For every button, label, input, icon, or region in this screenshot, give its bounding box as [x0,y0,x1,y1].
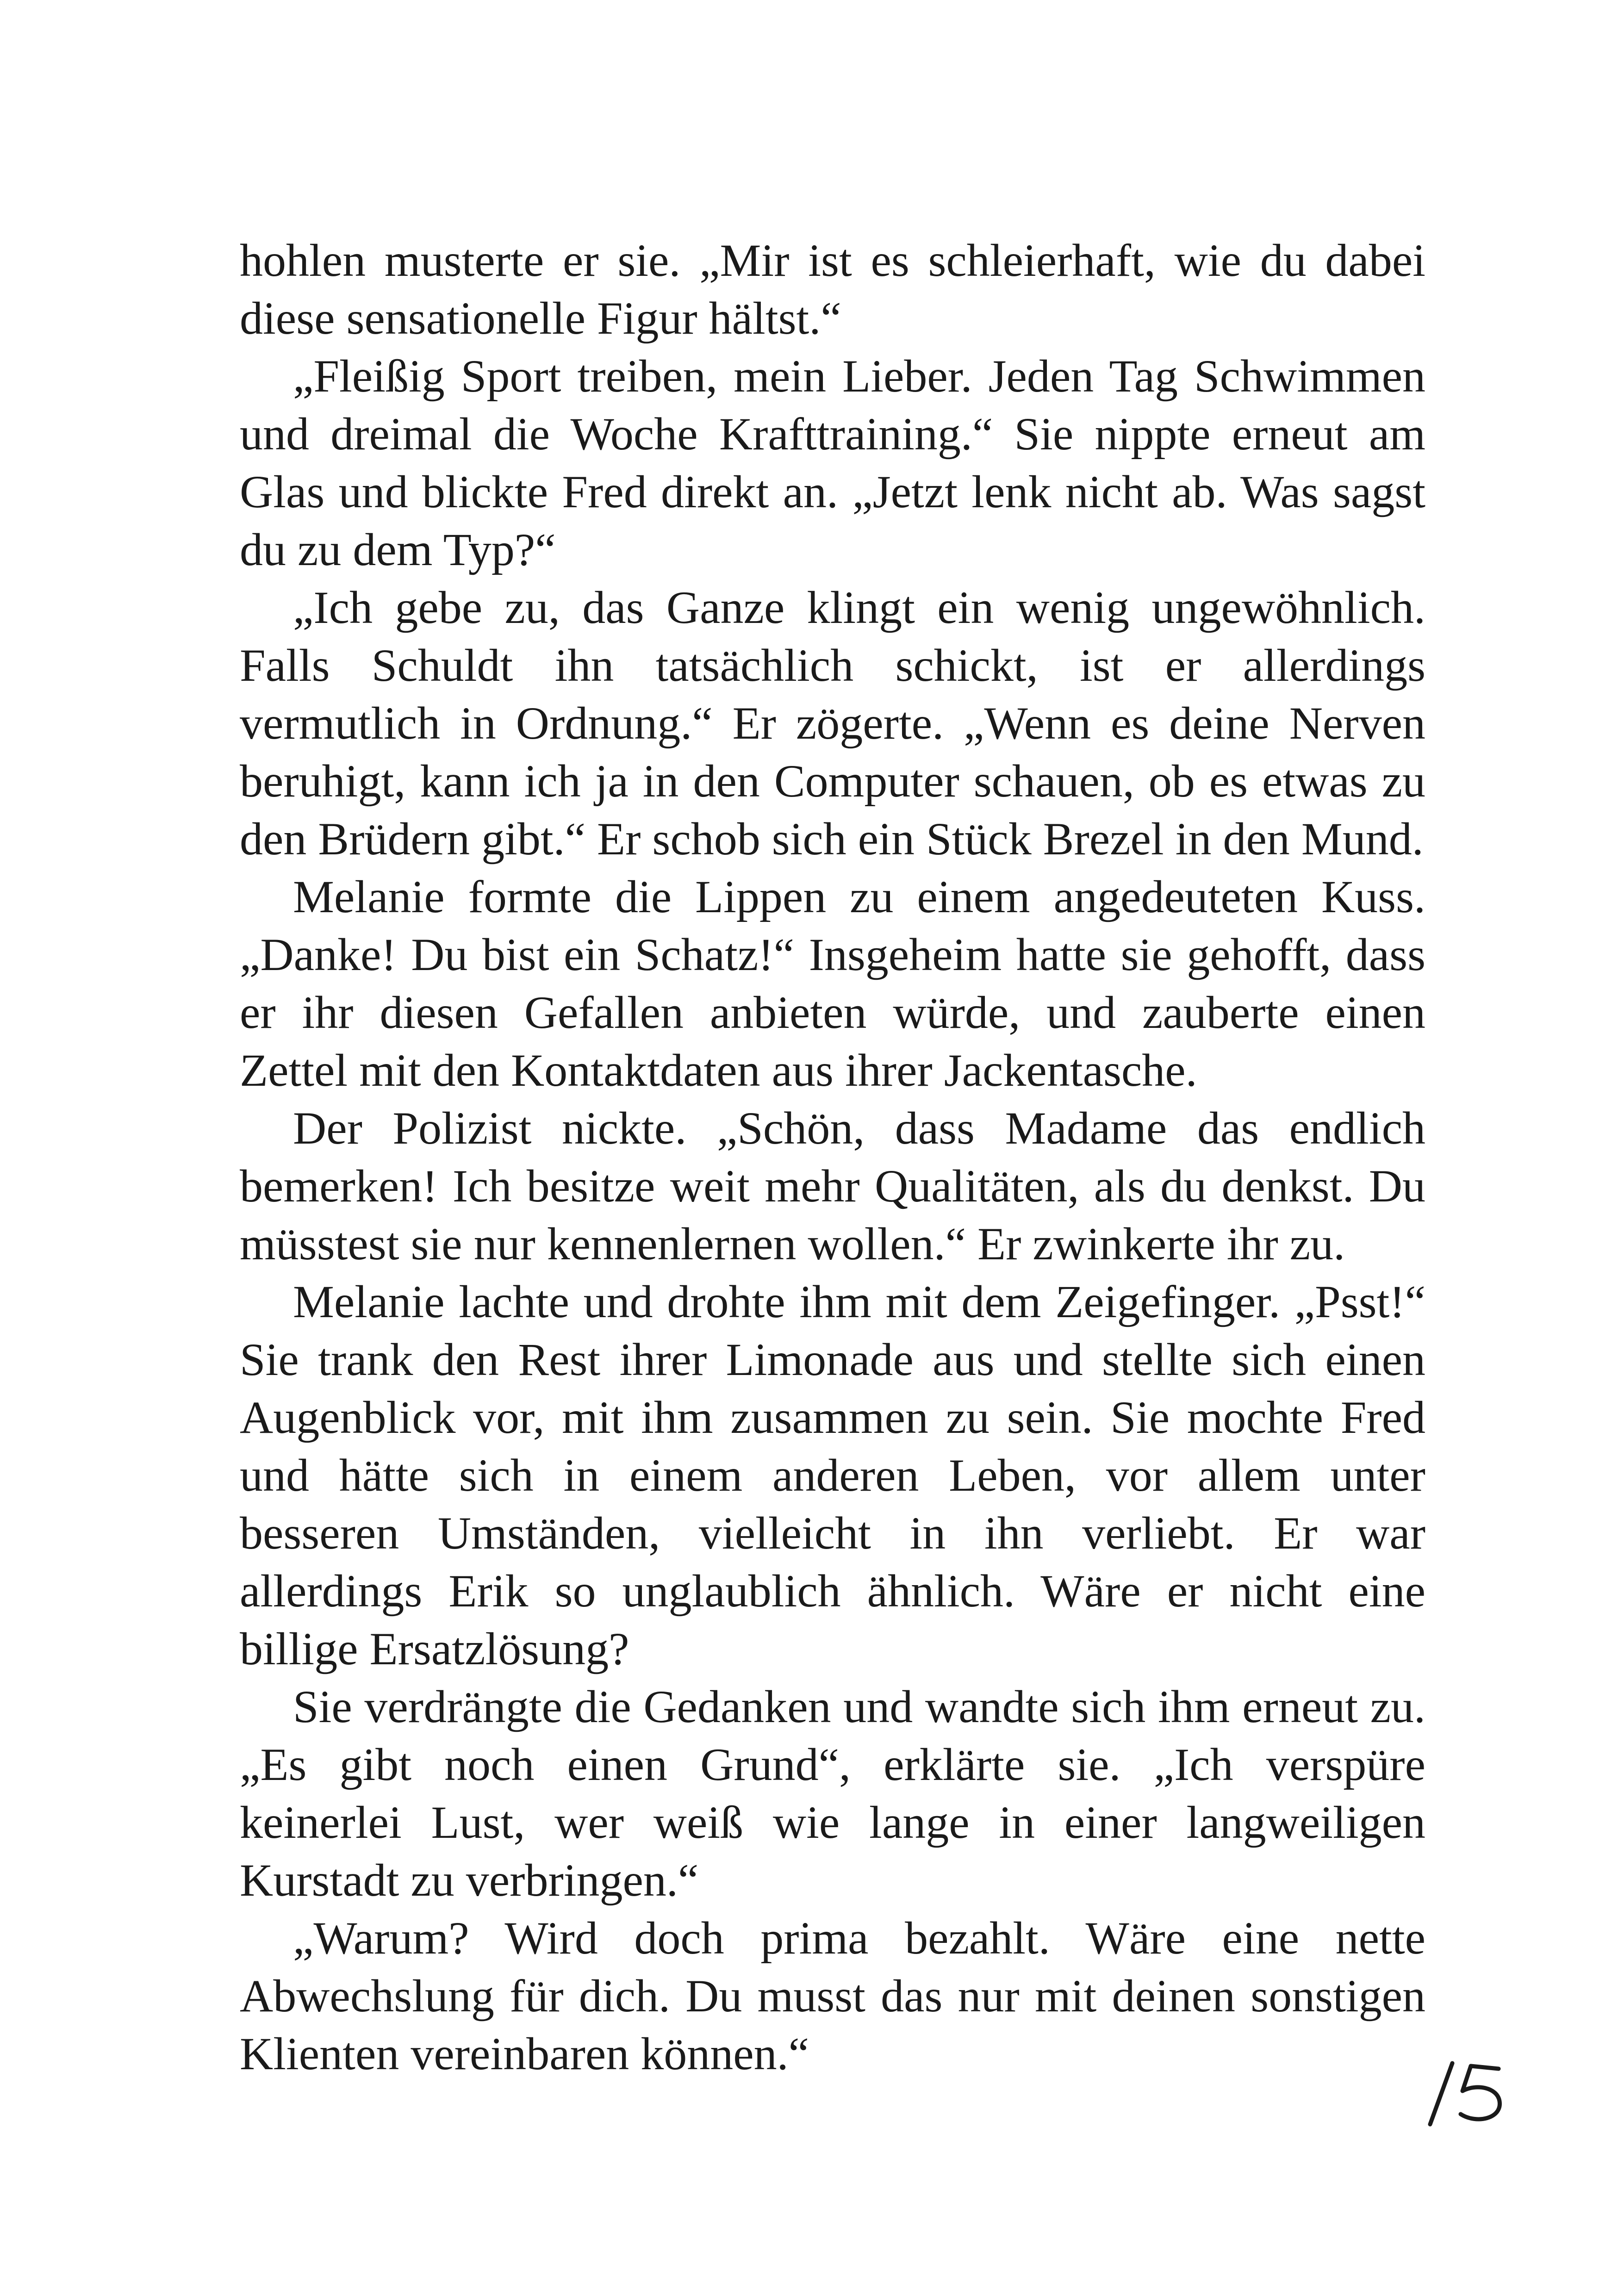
paragraph-7: Sie verdrängte die Gedanken und wandte sich ihm erneut zu. „Es gibt noch einen Grund“, erklärte sie. „Ich verspüre keinerlei Lust, wer weiß wie lange in einer langweiligen Kurstadt zu verbringen.“ [240,1681,1425,1906]
paragraph-6: Melanie lachte und drohte ihm mit dem Zeigefinger. „Psst!“ Sie trank den Rest ihrer Limonade aus und stellte sich einen Augenblick vor, mit ihm zusammen zu sein. Sie mochte Fred und hätte sich in einem anderen Leben, vor allem unter besseren Umständen, vielleicht in ihn verliebt. Er war allerdings Erik so unglaublich ähnlich. Wäre er nicht eine billige Ersatzlösung? [240,1276,1425,1674]
body-text [240,231,1425,2083]
paragraph-4: Melanie formte die Lippen zu einem angedeuteten Kuss. „Danke! Du bist ein Schatz!“ Insgeheim hatte sie gehofft, dass er ihr diesen Gefallen anbieten würde, und zauberte einen Zettel mit den Kontaktdaten aus ihrer Jackentasche. [240,871,1425,1096]
paragraph-8: „Warum? Wird doch prima bezahlt. Wäre eine nette Abwechslung für dich. Du musst das nur mit deinen sonstigen Klienten vereinbaren können.“ [240,1912,1425,2079]
paragraph-1: hohlen musterte er sie. „Mir ist es schleierhaft, wie du dabei diese sensationelle Figur hältst.“ [240,235,1425,344]
handwritten-page-number-icon [1416,2055,1509,2134]
paragraph-5: Der Polizist nickte. „Schön, dass Madame das endlich bemerken! Ich besitze weit mehr Qualitäten, als du denkst. Du müsstest sie nur kennenlernen wollen.“ Er zwinkerte ihr zu. [240,1102,1425,1269]
paragraph-3: „Ich gebe zu, das Ganze klingt ein wenig ungewöhnlich. Falls Schuldt ihn tatsächlich schickt, ist er allerdings vermutlich in Ordnung.“ Er zögerte. „Wenn es deine Nerven beruhigt, kann ich ja in den Computer schauen, ob es etwas zu den Brüdern gibt.“ Er schob sich ein Stück Brezel in den Mund. [240,582,1425,865]
page-number [1416,2055,1509,2134]
paragraph-2: „Fleißig Sport treiben, mein Lieber. Jeden Tag Schwimmen und dreimal die Woche Krafttraining.“ Sie nippte erneut am Glas und blickte Fred direkt an. „Jetzt lenk nicht ab. Was sagst du zu dem Typ?“ [240,350,1425,575]
